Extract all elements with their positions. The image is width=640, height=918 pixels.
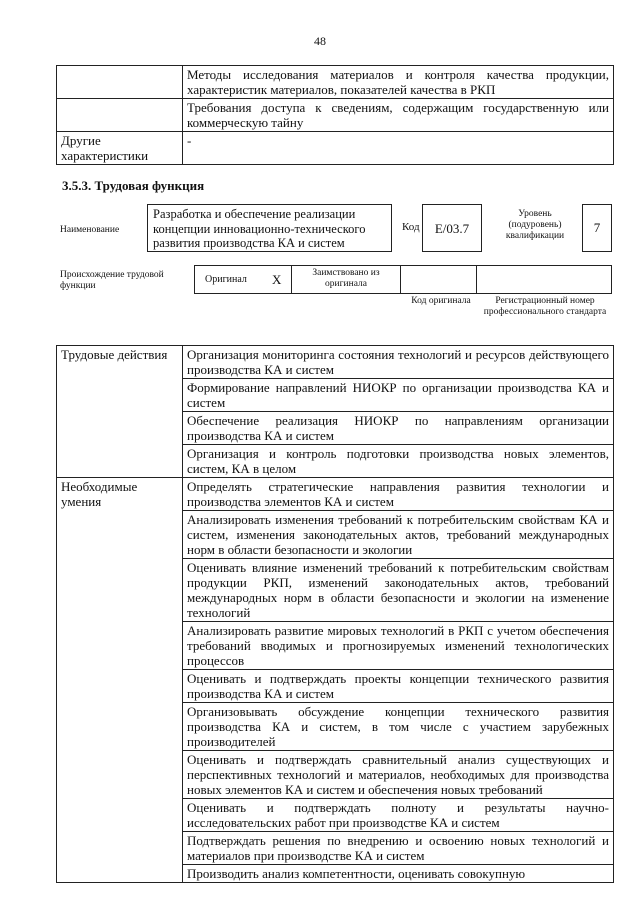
name-value-box (147, 204, 392, 252)
list-item: Оценивать и подтверждать сравнительный анализ существующих и перспективных технологий и материалов, необходимых для производства новых элементов КА и систем и обеспечения новых требований (183, 751, 614, 799)
origin-row (194, 265, 612, 294)
level-value-box (582, 204, 612, 252)
name-value: Разработка и обеспечение реализации концепции инновационно-технического развития производства КА и систем (153, 207, 366, 250)
list-item: Формирование направлений НИОКР по организации производства КА и систем (183, 379, 614, 412)
borrowed-label: Заимствовано из оригинала (312, 268, 380, 289)
top-table (56, 65, 614, 165)
code-original-cell (401, 266, 477, 293)
list-item: Организация и контроль подготовки производства новых элементов, систем, КА в целом (183, 445, 614, 478)
table-row (57, 478, 614, 511)
list-item: Подтверждать решения по внедрению и освоению новых технологий и материалов при производстве КА и систем (183, 832, 614, 865)
main-table (56, 345, 614, 883)
section-title: 3.5.3. Трудовая функция (62, 178, 205, 193)
original-label: Оригинал (205, 274, 247, 285)
reg-number-cell (477, 266, 611, 293)
table-cell-text: - (183, 132, 614, 165)
list-item: Организовывать обсуждение концепции технического развития производства КА и систем, в том числе с участием зарубежных производителей (183, 703, 614, 751)
table-row (57, 99, 614, 132)
list-item: Обеспечение реализация НИОКР по направлениям организации производства КА и систем (183, 412, 614, 445)
table-cell-label: Другие характеристики (57, 132, 183, 165)
table-row (57, 66, 614, 99)
table-cell-text: Методы исследования материалов и контроля качества продукции, характеристик материалов, показателей качества в РКП (183, 66, 614, 99)
level-label: Уровень (подуровень) квалификации (505, 209, 565, 241)
table-cell-text: Требования доступа к сведениям, содержащим государственную или коммерческую тайну (183, 99, 614, 132)
code-label: Код (402, 221, 420, 233)
table-cell-label (57, 99, 183, 132)
table-row (57, 346, 614, 379)
table-cell-label (57, 66, 183, 99)
list-item: Оценивать влияние изменений требований к потребительским свойствам продукции РКП, изменений законодательных актов, требований международных норм в области безопасности и экологии на изменение технологий (183, 559, 614, 622)
list-item: Оценивать и подтверждать полноту и результаты научно-исследовательских работ при производстве КА и систем (183, 799, 614, 832)
list-item: Оценивать и подтверждать проекты концепции технического развития производства КА и систем (183, 670, 614, 703)
group-label: Трудовые действия (57, 346, 183, 478)
group-label: Необходимые умения (57, 478, 183, 883)
original-mark: X (272, 272, 282, 287)
reg-number-caption: Регистрационный номер профессионального стандарта (483, 296, 607, 317)
borrowed-cell (292, 266, 401, 293)
original-cell (195, 266, 292, 293)
table-row (57, 132, 614, 165)
code-value: Е/03.7 (434, 221, 470, 236)
origin-label: Происхождение трудовой функции (60, 270, 164, 291)
code-value-box (422, 204, 482, 252)
list-item: Определять стратегические направления развития технологии и производства элементов КА и систем (183, 478, 614, 511)
code-original-caption: Код оригинала (411, 296, 471, 306)
name-label: Наименование (60, 225, 120, 235)
page-number: 48 (314, 34, 326, 48)
list-item: Анализировать изменения требований к потребительским свойствам КА и систем, изменения законодательных актов, требований международных норм в области безопасности и экологии (183, 511, 614, 559)
level-value: 7 (593, 220, 601, 235)
list-item: Анализировать развитие мировых технологий в РКП с учетом обеспечения требований вводимых и прогнозируемых изменений технологических процессов (183, 622, 614, 670)
list-item: Организация мониторинга состояния технологий и ресурсов действующего производства КА и систем (183, 346, 614, 379)
list-item: Производить анализ компетентности, оценивать совокупную (183, 865, 614, 883)
